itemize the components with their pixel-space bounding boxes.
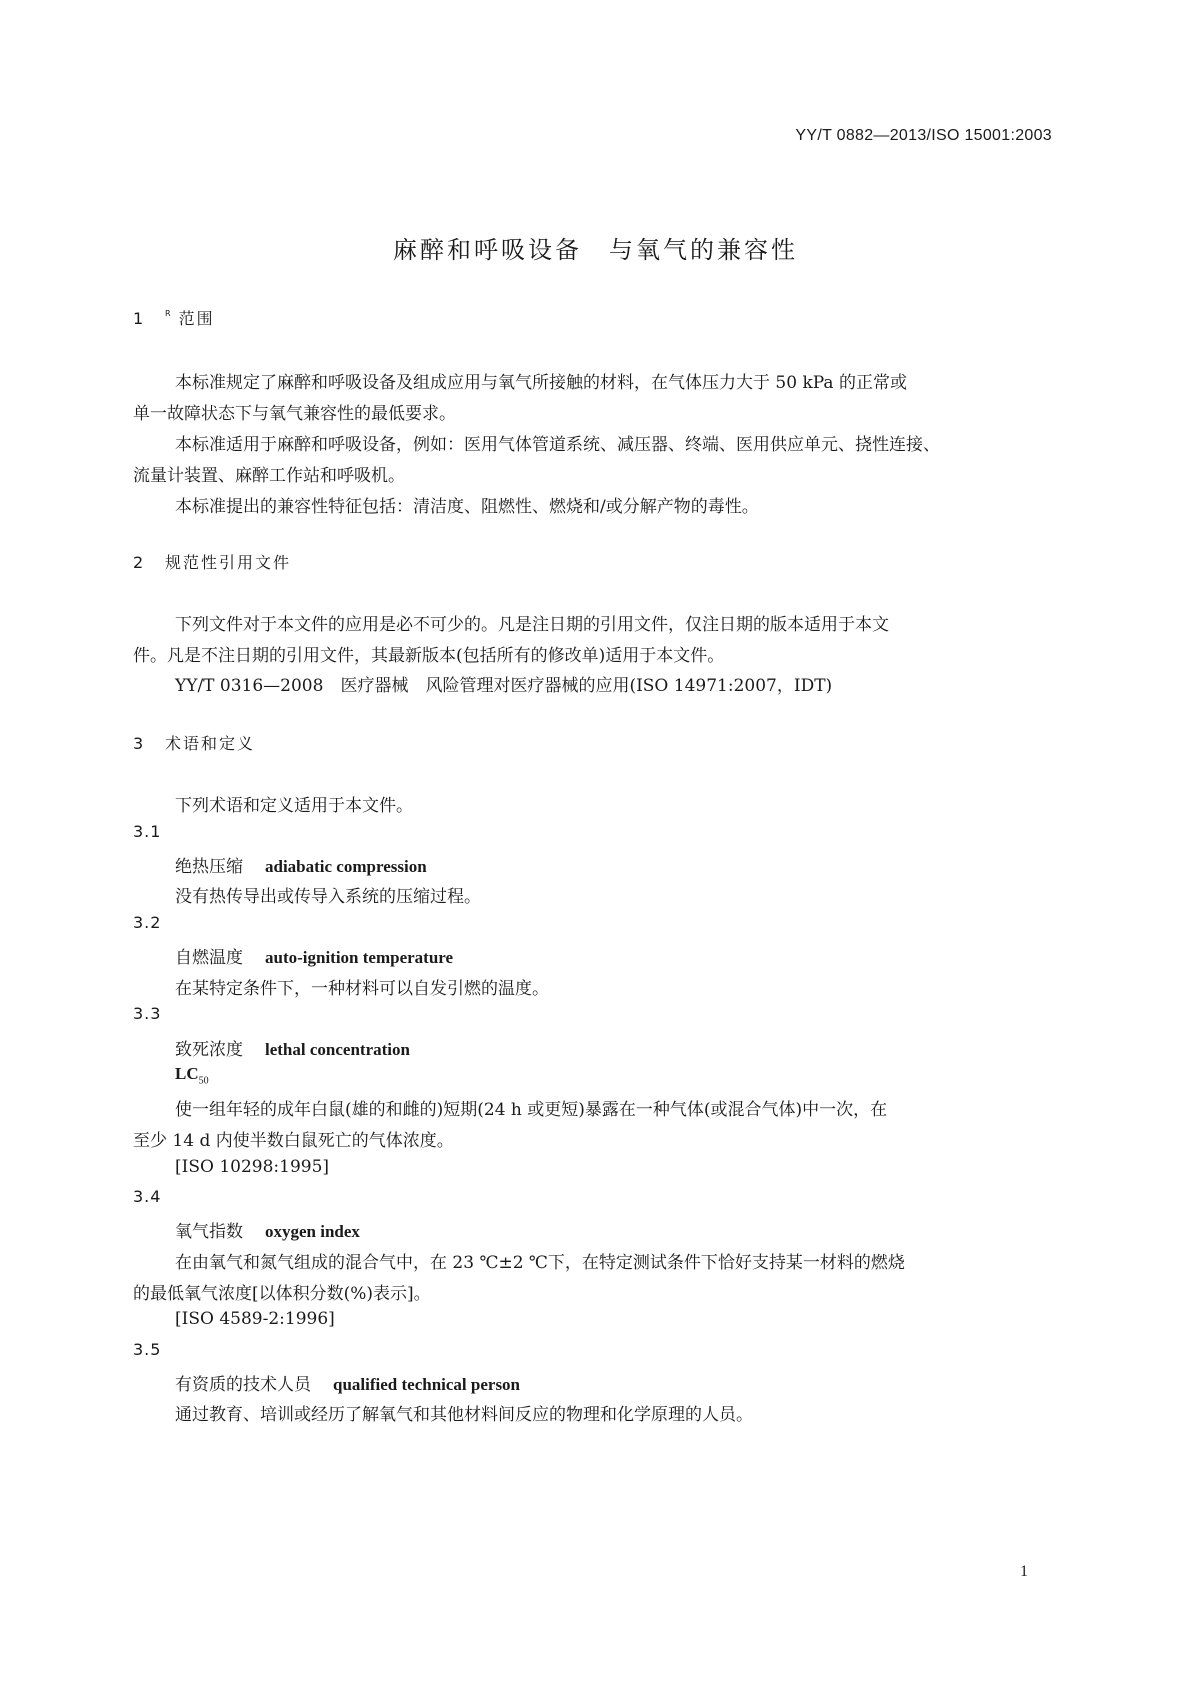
section-mark: R <box>165 308 173 318</box>
section-2-heading <box>133 550 291 573</box>
term-source: [ISO 4589-2:1996] <box>175 1309 335 1329</box>
term-definition: 通过教育、培训或经历了解氧气和其他材料间反应的物理和化学原理的人员。 <box>175 1405 753 1425</box>
term-zh: 绝热压缩 <box>175 857 243 877</box>
paragraph-line: 本标准适用于麻醉和呼吸设备，例如：医用气体管道系统、减压器、终端、医用供应单元、挠性连接、 <box>175 435 940 455</box>
term-zh: 致死浓度 <box>175 1040 243 1060</box>
section-number: 2 <box>133 553 146 572</box>
section-number: 3 <box>133 734 146 753</box>
term-heading <box>175 852 427 877</box>
term-zh: 自燃温度 <box>175 948 243 968</box>
term-definition: 使一组年轻的成年白鼠(雄的和雌的)短期(24 h 或更短)暴露在一种气体(或混合气体)中一次，在 <box>175 1100 888 1120</box>
term-heading <box>175 1035 410 1060</box>
term-number: 3.2 <box>133 913 162 932</box>
term-definition: 至少 14 d 内使半数白鼠死亡的气体浓度。 <box>133 1131 454 1151</box>
paragraph-line: 流量计装置、麻醉工作站和呼吸机。 <box>133 466 405 486</box>
term-number: 3.4 <box>133 1187 162 1206</box>
term-number: 3.3 <box>133 1004 162 1023</box>
term-number: 3.1 <box>133 822 162 841</box>
paragraph-line: 本标准提出的兼容性特征包括：清洁度、阻燃性、燃烧和/或分解产物的毒性。 <box>175 497 759 517</box>
term-heading <box>175 1370 520 1395</box>
section-title: 术语和定义 <box>165 734 256 753</box>
term-definition: 的最低氧气浓度[以体积分数(%)表示]。 <box>133 1284 431 1304</box>
standard-code: YY/T 0882—2013/ISO 15001:2003 <box>795 127 1052 144</box>
document-title: 麻醉和呼吸设备 与氧气的兼容性 <box>393 236 798 264</box>
paragraph-line: 下列术语和定义适用于本文件。 <box>175 796 413 816</box>
paragraph-line: 下列文件对于本文件的应用是必不可少的。凡是注日期的引用文件，仅注日期的版本适用于本文 <box>175 615 889 635</box>
abbr-subscript: 50 <box>198 1075 209 1087</box>
paragraph-line: 件。凡是不注日期的引用文件，其最新版本(包括所有的修改单)适用于本文件。 <box>133 646 725 666</box>
paragraph-line: 本标准规定了麻醉和呼吸设备及组成应用与氧气所接触的材料，在气体压力大于 50 kPa 的正常或 <box>175 373 907 393</box>
term-en: qualified technical person <box>333 1375 521 1394</box>
section-1-heading <box>133 306 215 329</box>
term-heading <box>175 1217 360 1242</box>
term-definition: 没有热传导出或传导入系统的压缩过程。 <box>175 887 481 907</box>
section-title: 规范性引用文件 <box>165 553 292 572</box>
paragraph-line: 单一故障状态下与氧气兼容性的最低要求。 <box>133 404 456 424</box>
term-en: auto-ignition temperature <box>265 948 454 967</box>
term-zh: 有资质的技术人员 <box>175 1375 311 1395</box>
section-number: 1 <box>133 309 146 328</box>
term-en: oxygen index <box>265 1222 360 1241</box>
term-definition: 在某特定条件下，一种材料可以自发引燃的温度。 <box>175 979 549 999</box>
normative-reference: YY/T 0316—2008 医疗器械 风险管理对医疗器械的应用(ISO 14971:2007，IDT) <box>175 676 833 696</box>
term-en: adiabatic compression <box>265 857 427 876</box>
term-abbreviation <box>175 1064 209 1086</box>
page-number: 1 <box>1020 1563 1028 1580</box>
section-title: 范围 <box>178 309 215 328</box>
term-number: 3.5 <box>133 1340 162 1359</box>
term-zh: 氧气指数 <box>175 1222 243 1242</box>
term-source: [ISO 10298:1995] <box>175 1157 330 1177</box>
term-heading <box>175 943 453 968</box>
abbr-text: LC <box>175 1064 199 1083</box>
term-definition: 在由氧气和氮气组成的混合气中，在 23 ℃±2 ℃下，在特定测试条件下恰好支持某一材料的燃烧 <box>175 1253 905 1273</box>
section-3-heading <box>133 731 255 754</box>
term-en: lethal concentration <box>265 1040 410 1059</box>
